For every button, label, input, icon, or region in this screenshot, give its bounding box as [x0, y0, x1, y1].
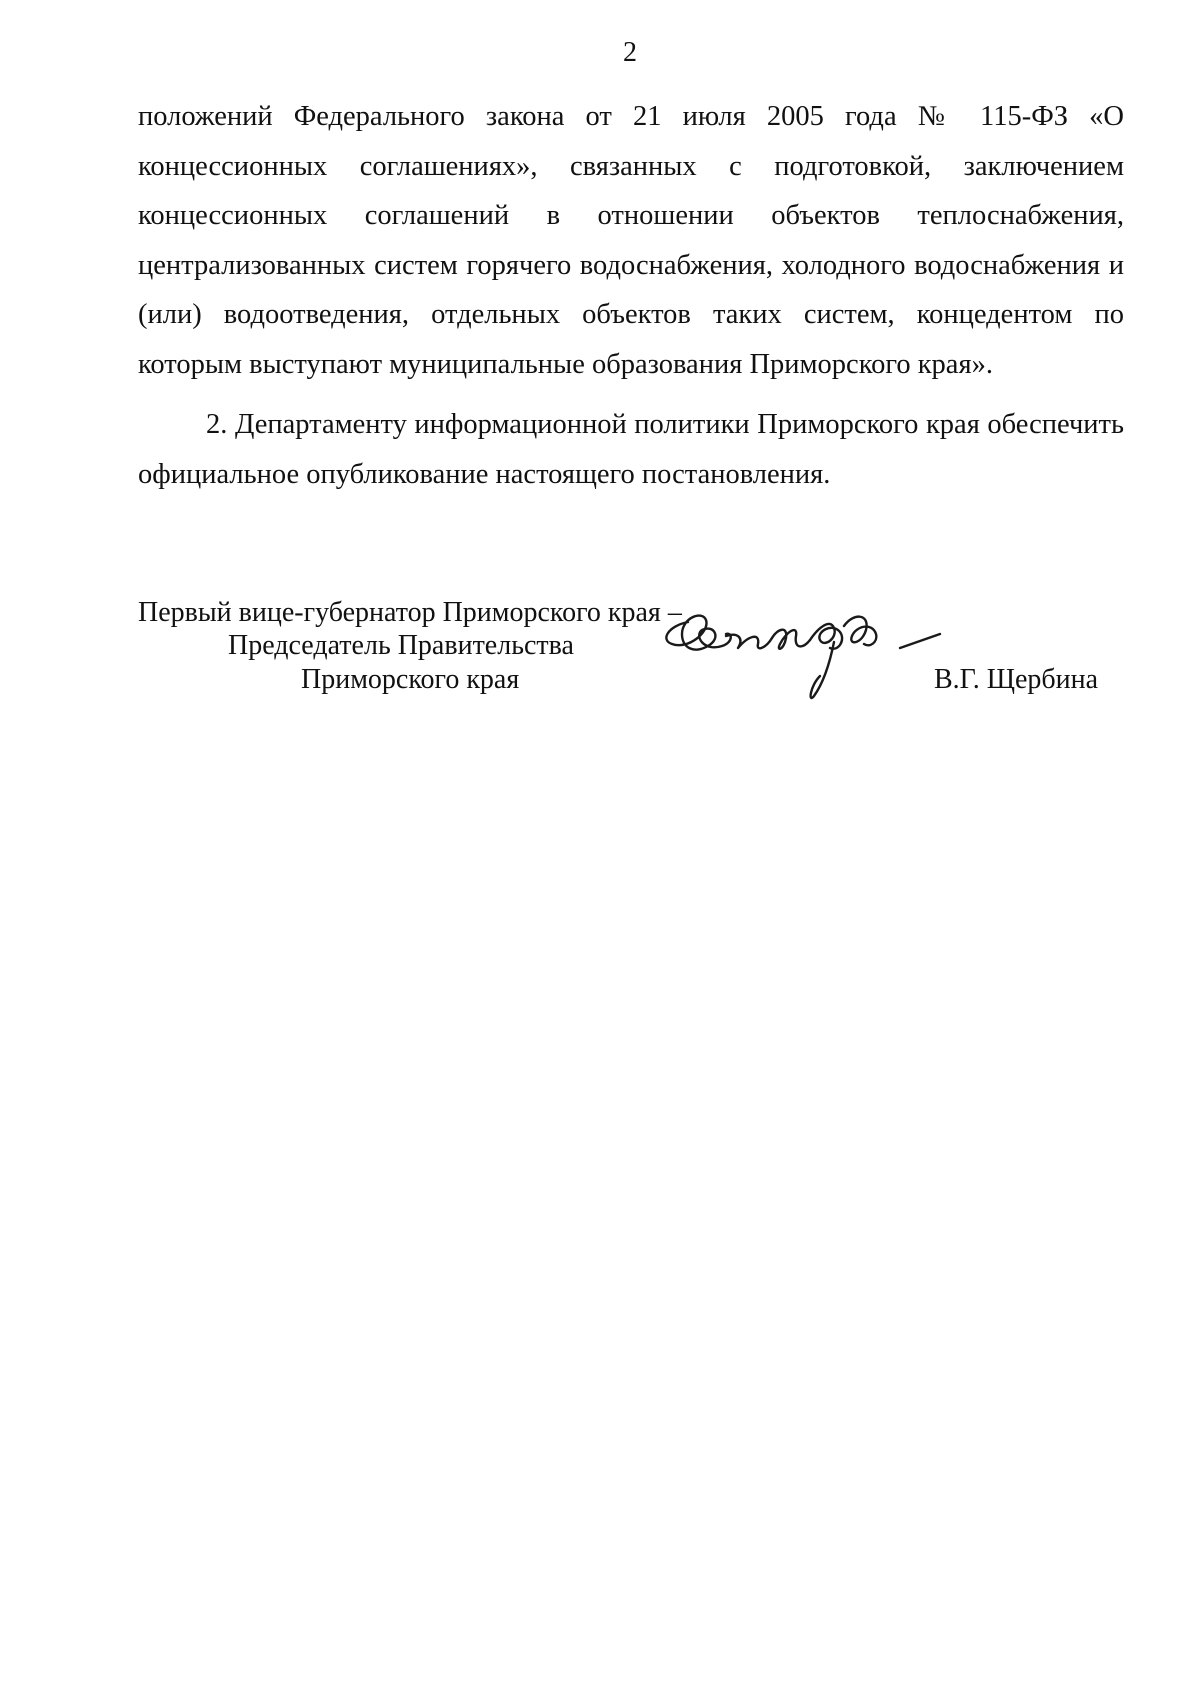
page-number: 2: [623, 37, 637, 68]
paragraph-1: положений Федерального закона от 21 июля 2005 года № 115-ФЗ «О концессионных соглашениях», связанных с подготовкой, заключением концессионных соглашений в отношении объектов теплоснабжения, централизованных систем горячего водоснабжения, холодного водоснабжения и (или) водоотведения, отдельных объектов таких систем, концедентом по которым выступают муниципальные образования Приморского края».: [138, 101, 1124, 380]
signature-block: [138, 596, 1124, 736]
signatory-title-line-1: Первый вице-губернатор Приморского края –: [138, 597, 682, 628]
handwritten-signature: [648, 592, 958, 732]
signatory-title-line-2: Председатель Правительства: [228, 630, 574, 661]
paragraph-2: 2. Департаменту информационной политики Приморского края обеспечить официальное опубликование настоящего постановления.: [138, 409, 1124, 490]
signatory-name: В.Г. Щербина: [934, 664, 1099, 695]
signatory-title-line-3: Приморского края: [301, 664, 520, 695]
